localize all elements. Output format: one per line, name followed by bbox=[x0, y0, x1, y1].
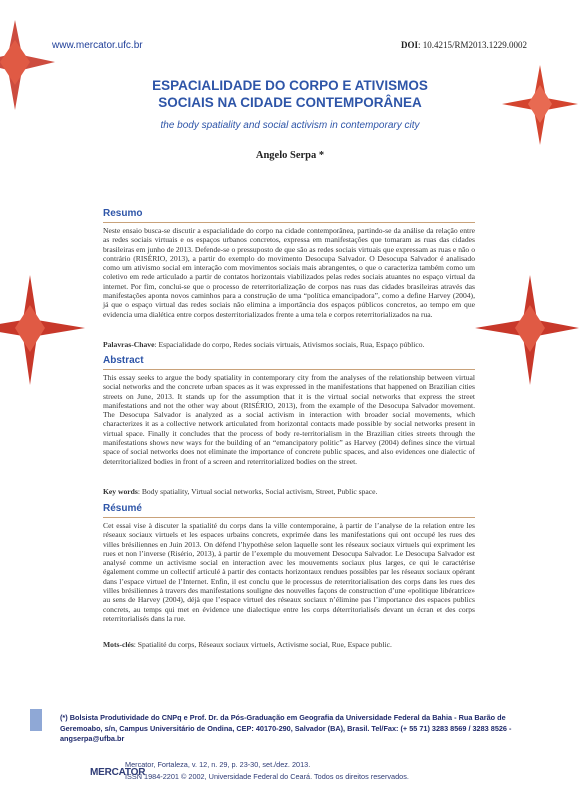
resumo-keywords-label: Palavras-Chave bbox=[103, 340, 155, 349]
abstract-keywords-text: : Body spatiality, Virtual social networks, Social activism, Street, Public space. bbox=[137, 487, 378, 496]
resumo-text: Neste ensaio busca-se discutir a espacialidade do corpo na cidade contemporânea, partindo-se da análise da relação entre as redes sociais virtuais e os espaços urbanos concretos, expressa em manifestações que tomaram as ruas das cidades brasileiras em junho de 2013. Defende-se o pressuposto de que são as redes sociais virtuais que expressam as ruas e não o contrário (RISÉRIO, 2013), a partir do exemplo do movimento Desocupa Salvador. O Desocupa Salvador é analisado como um ativismo social em interação com movimentos sociais mais abrangentes, o que o caracteriza também como um coletivo em rede articulado a partir de contatos horizontais viabilizados pelas redes sociais atuantes no espaço virtual da internet. Por fim, conclui-se que o processo de reterritorialização de corpos nas ruas das cidades brasileiras através das manifestações aponta novos caminhos para a construção de uma “política emancipadora”, como a define Harvey (2004), já que o espaço virtual das redes sociais não elimina a importância dos espaços públicos concretos, ao tempo em que evidencia uma dialética entre corpos desterritorializados frente a uma tela e corpos reterritorializados na rua. bbox=[103, 226, 475, 319]
resumo-keywords bbox=[103, 340, 475, 349]
resumo-keywords-text: : Espacialidade do corpo, Redes sociais virtuais, Ativismos sociais, Rua, Espaço público. bbox=[154, 340, 425, 349]
journal-citation: Mercator, Fortaleza, v. 12, n. 29, p. 23-30, set./dez. 2013. bbox=[125, 760, 311, 769]
resume-divider bbox=[103, 517, 475, 518]
resume-heading: Résumé bbox=[103, 503, 142, 514]
footnote-accent-bar bbox=[30, 709, 42, 731]
abstract-heading: Abstract bbox=[103, 355, 144, 366]
author-name: Angelo Serpa * bbox=[255, 150, 325, 161]
journal-issn-copyright: ISSN 1984-2201 © 2002, Universidade Federal do Ceará. Todos os direitos reservados. bbox=[125, 772, 409, 781]
resume-keywords-label: Mots-clés bbox=[103, 640, 134, 649]
red-star-right-icon bbox=[470, 270, 579, 390]
author-footnote-text: (*) Bolsista Produtividade do CNPq e Prof. Dr. da Pós-Graduação em Geografia da Universidade Federal da Bahia - Rua Barão de Geremoabo, s/n, Campus Universitário de Ondina, CEP: 40170-290, Salvador (BA), Brasil. Tel/Fax: (+ 55 71) 3283 8569 / 3283 8526 - angserpa@ufba.br bbox=[60, 713, 512, 743]
resumo-divider bbox=[103, 222, 475, 223]
abstract-keywords-label: Key words bbox=[103, 487, 138, 496]
resume-text: Cet essai vise à discuter la spatialité du corps dans la ville contemporaine, à partir de l’analyse de la relation entre les réseaux sociaux virtuels et les espaces urbains concrets, exprimée dans les manifestations qui ont occupé les rues des villes brésiliennes en Juin 2013. On défend l’hypothèse selon laquelle sont les réseaux sociaux virtuels qui expriment les rues et non l’inverse (Risério, 2013), à partir de l’exemple du mouvement Desocupa Salvador. Le Desocupa Salvador est analysé comme un activisme social en interaction avec les mouvements sociaux plus larges, ce qui le caractérise également comme un collectif articulé à partir des contacts horizontaux rendues possibles par les réseaux sociaux opérant dans l’espace virtuel de l’Internet. Enfin, il est conclu que le processus de reterritorialisation des corps dans les rues des villes brésiliennes à travers des manifestations souligne des nouvelles façons de construction d’une «politique libératrice» au sens de Harvey (2004), déjà que l’espace virtuel des réseaux sociaux n’élimine pas l’importance des espaces publics concrets, au temps qui met en évidence une dialectique entre les corps déterritorialisés devant un écran et des corps reterritorialisés dans la rue. bbox=[103, 521, 475, 623]
article-title-line-1: ESPACIALIDADE DO CORPO E ATIVISMOS bbox=[152, 78, 428, 93]
article-title bbox=[80, 77, 500, 111]
mercator-logo-text: MERCATOR bbox=[90, 767, 146, 778]
abstract-text: This essay seeks to argue the body spatiality in contemporary city from the analyses of the relationship between virtual social networks and the concrete urban spaces as it was expressed in the manifestations that happened on Brazilian cities streets on June, 2013. It stands up for the assumption that it is the virtual social networks that express the street manifestations and not the other way about (RISÉRIO, 2013), from the example of the Desocupa Salvador movement. The Desocupa Salvador is analyzed as a social activism in interaction with broader social movements, which characterizes it as a collective network articulated from horizontal contacts made possible by social networks present in virtual space. Finally it concludes that the process of body re-territorialism in the Brazilian cities streets through the manifestations shows new ways for the building of an “emancipatory politic” as Harvey (2004) defines since the virtual space of social networks does not eliminate the importance of concrete public spaces, and also evidences one dialectic of deterritorialized bodies in front of a screen and reterritorialized bodies on the street. bbox=[103, 373, 475, 466]
doi-value: : 10.4215/RM2013.1229.0002 bbox=[417, 40, 527, 50]
doi bbox=[401, 40, 527, 50]
resume-keywords bbox=[103, 640, 475, 649]
red-star-top-right-icon bbox=[500, 60, 579, 150]
author-footnote bbox=[60, 713, 530, 745]
red-star-left-icon bbox=[0, 270, 90, 390]
article-title-line-2: SOCIAIS NA CIDADE CONTEMPORÂNEA bbox=[158, 95, 422, 110]
abstract-keywords bbox=[103, 487, 475, 496]
abstract-divider bbox=[103, 369, 475, 370]
journal-website-link[interactable]: www.mercator.ufc.br bbox=[52, 40, 143, 51]
red-star-top-left-icon bbox=[0, 0, 70, 130]
article-subtitle: the body spatiality and social activism in contemporary city bbox=[160, 120, 420, 131]
resume-keywords-text: : Spatialité du corps, Réseaux sociaux virtuels, Activisme social, Rue, Espace public. bbox=[133, 640, 392, 649]
resumo-heading: Resumo bbox=[103, 208, 143, 219]
doi-label: DOI bbox=[400, 40, 418, 50]
